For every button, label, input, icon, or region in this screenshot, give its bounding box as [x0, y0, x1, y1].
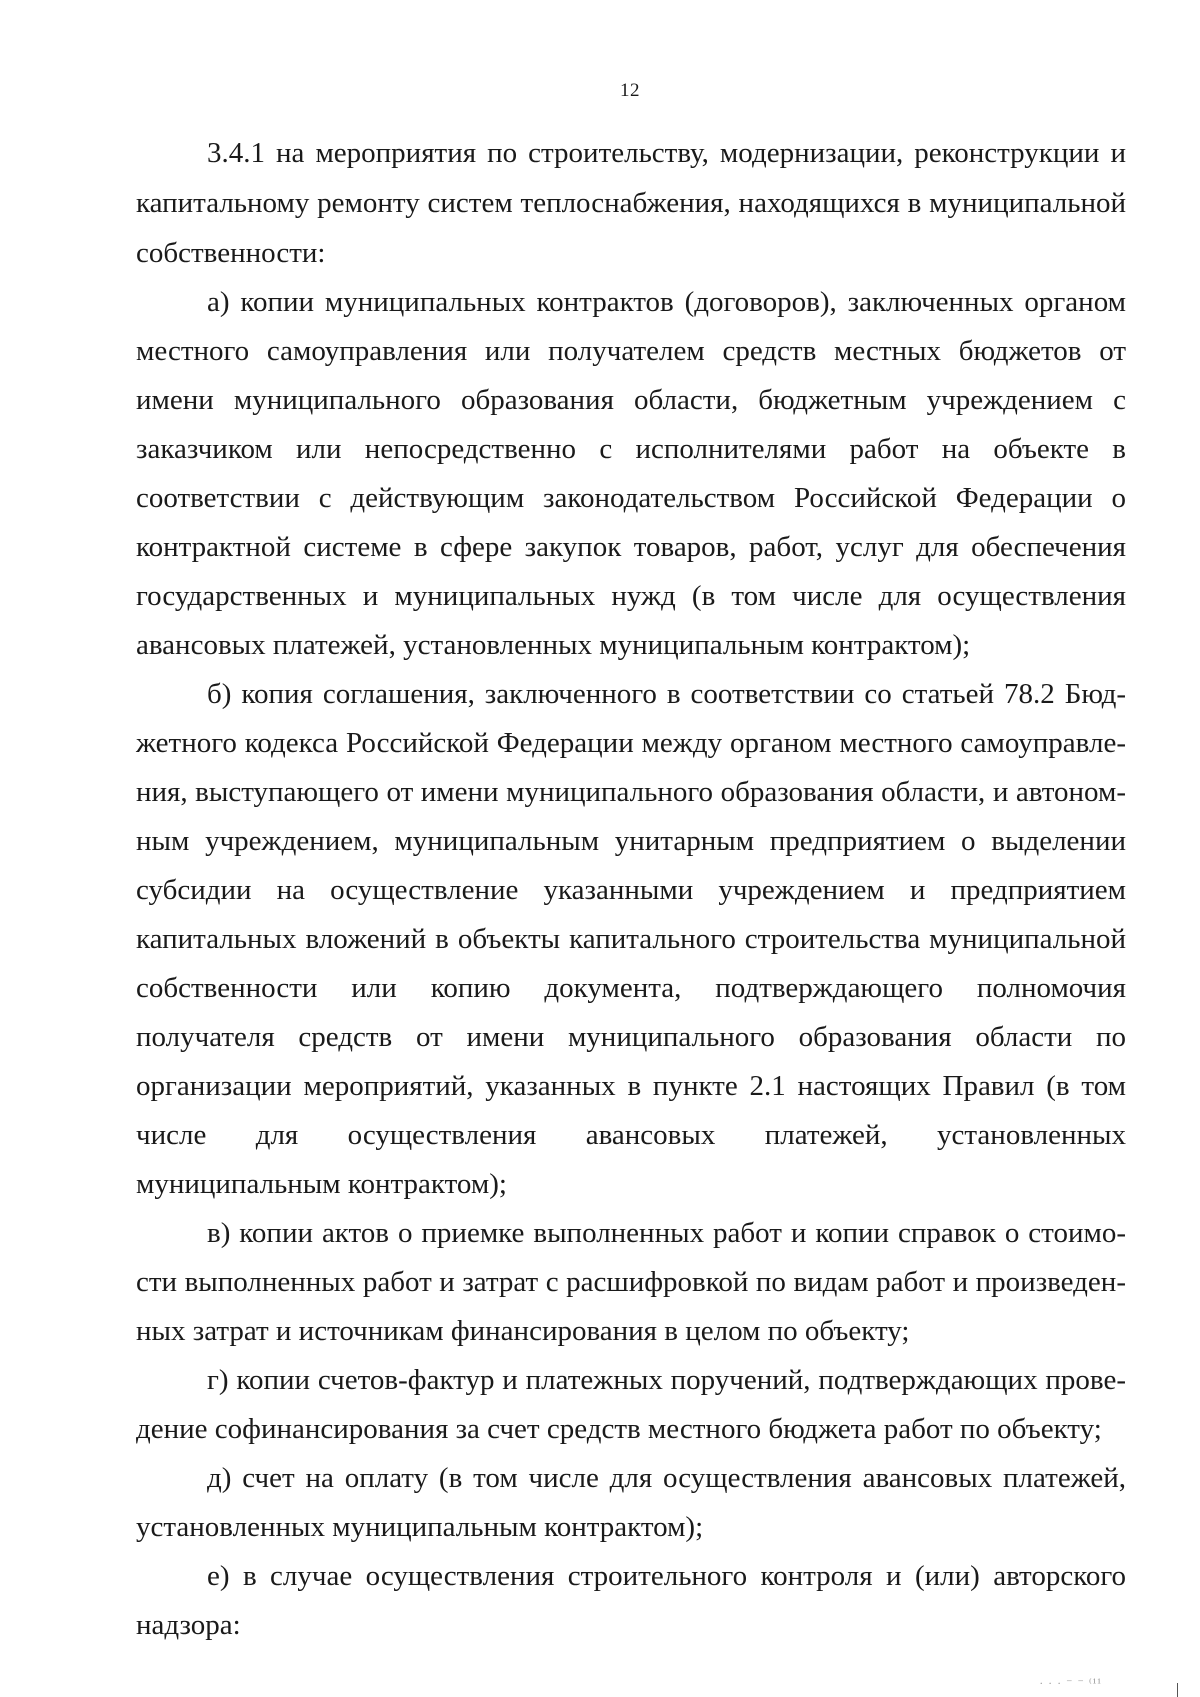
paragraph-item-v: в) копии актов о приемке выполненных работ и копии справок о стоимости выполненных работ и затрат с расшифровкой по видам работ и произведенных затрат и источникам финансирования в целом по объекту;: [136, 1217, 1126, 1347]
paragraph-item-d: д) счет на оплату (в том числе для осуществления авансовых платежей, установленных муниципальным контрактом);: [136, 1462, 1126, 1543]
footer-scan-mark: · · · ⁻ ⁻ ⁽¹¹: [1039, 1676, 1102, 1690]
page-number: 12: [620, 80, 640, 101]
paragraph-item-g: г) копии счетов-фактур и платежных поручений, подтверждающих проведение софинансирования за счет средств местного бюджета работ по объекту;: [136, 1364, 1126, 1445]
paragraph-item-b: б) копия соглашения, заключенного в соответствии со статьей 78.2 Бюджетного кодекса Российской Федерации между органом местного самоуправления, выступающего от имени муниципального образования области, и автономным учреждением, муниципальным унитарным предприятием о выделении субсидии на осуществление указанными учреждением и предприятием капитальных вложений в объекты капитального строительства муниципальной собственности или копию документа, подтверждающего полномочия получателя средств от имени муниципального образования области по организации мероприятий, указанных в пункте 2.1 настоящих Правил (в том числе для осуществления авансовых платежей, установленных муниципальным контрактом);: [136, 678, 1126, 1200]
paragraph-item-a: а) копии муниципальных контрактов (договоров), заключенных органом местного самоуправления или получателем средств местных бюджетов от имени муниципального образования области, бюджетным учреждением с заказчиком или непосредственно с исполнителями работ на объекте в соответствии с действующим законодательством Российской Федерации о контрактной системе в сфере закупок товаров, работ, услуг для обеспечения государственных и муниципальных нужд (в том числе для осуществления авансовых платежей, установленных муниципальным контрактом);: [136, 286, 1126, 661]
paragraph-item-e: е) в случае осуществления строительного контроля и (или) авторского надзора:: [136, 1560, 1126, 1641]
document-body: [136, 128, 1126, 1650]
paragraph-3-4-1: 3.4.1 на мероприятия по строительству, модернизации, реконструкции и капитальному ремонту систем теплоснабжения, находящихся в муниципальной собственности:: [136, 137, 1126, 269]
page-edge-tick: [1177, 1683, 1178, 1697]
